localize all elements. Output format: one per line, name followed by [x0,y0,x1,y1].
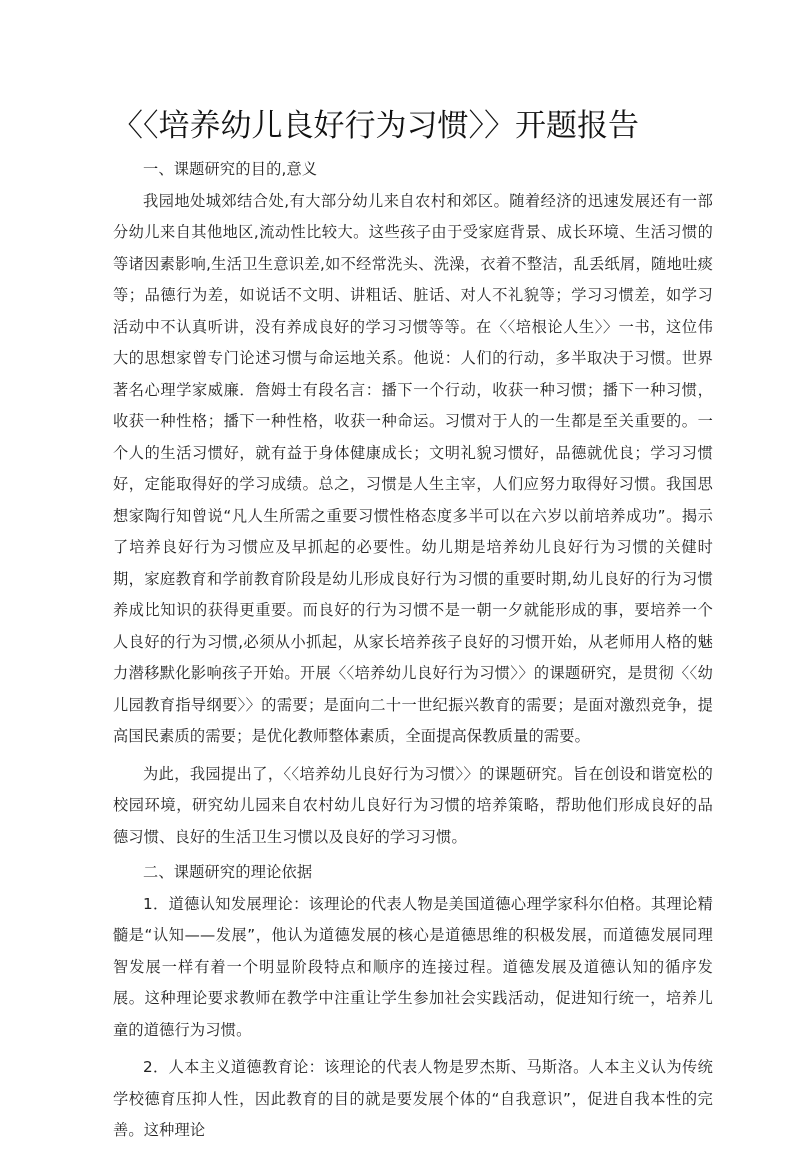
paragraph-proposal: 为此，我园提出了，〈〈培养幼儿良好行为习惯〉〉的课题研究。旨在创设和谐宽松的校园环境，研究幼儿园来自农村幼儿良好行为习惯的培养策略，帮助他们形成良好的品德习惯、良好的生活卫生习惯以及良好的学习习惯。 [113,764,713,846]
section-heading-theory: 二、课题研究的理论依据 [143,863,313,881]
paragraph-theory-humanism: 2．人本主义道德教育论：该理论的代表人物是罗杰斯、马斯洛。人本主义认为传统学校德育压抑人性，因此教育的目的就是要发展个体的“自我意识”，促进自我本性的完善。这种理论 [113,1058,713,1139]
paragraph-theory-moral-cognition: 1．道德认知发展理论：该理论的代表人物是美国道德心理学家科尔伯格。其理论精髓是“认知——发展”，他认为道德发展的核心是道德思维的积极发展，而道德发展同理智发展一样有着一个明显阶段特点和顺序的连接过程。道德发展及道德认知的循序发展。这种理论要求教师在教学中注重让学生参加社会实践活动，促进知行统一，培养儿童的道德行为习惯。 [113,894,713,1039]
document-body [113,154,713,1150]
document-title: 〈〈培养幼儿良好行为习惯〉〉开题报告 [112,108,639,144]
paragraph-background: 我园地处城郊结合处,有大部分幼儿来自农村和郊区。随着经济的迅速发展还有一部分幼儿来自其他地区,流动性比较大。这些孩子由于受家庭背景、成长环境、生活习惯的等诸因素影响,生活卫生意识差,如不经常洗头、洗澡，衣着不整洁，乱丢纸屑，随地吐痰等；品德行为差，如说话不文明、讲粗话、脏话、对人不礼貌等；学习习惯差，如学习活动中不认真听讲，没有养成良好的学习习惯等等。在〈〈培根论人生〉〉一书，这位伟大的思想家曾专门论述习惯与命运地关系。他说：人们的行动，多半取决于习惯。世界著名心理学家威廉．詹姆士有段名言：播下一个行动，收获一种习惯；播下一种习惯，收获一种性格；播下一种性格，收获一种命运。习惯对于人的一生都是至关重要的。一个人的生活习惯好，就有益于身体健康成长；文明礼貌习惯好，品德就优良；学习习惯好，定能取得好的学习成绩。总之，习惯是人生主宰，人们应努力取得好习惯。我国思想家陶行知曾说“凡人生所需之重要习惯性格态度多半可以在六岁以前培养成功”。揭示了培养良好行为习惯应及早抓起的必要性。幼儿期是培养幼儿良好行为习惯的关健时期，家庭教育和学前教育阶段是幼儿形成良好行为习惯的重要时期,幼儿良好的行为习惯养成比知识的获得更重要。而良好的行为习惯不是一朝一夕就能形成的事，要培养一个人良好的行为习惯,必须从小抓起，从家长培养孩子良好的习惯开始，从老师用人格的魅力潜移默化影响孩子开始。开展〈〈培养幼儿良好行为习惯〉〉的课题研究，是贯彻〈〈幼儿园教育指导纲要〉〉的需要；是面向二十一世纪振兴教育的需要；是面对激烈竞争，提高国民素质的需要；是优化教师整体素质，全面提高保教质量的需要。 [113,191,713,745]
section-heading-purpose: 一、课题研究的目的,意义 [143,160,318,178]
